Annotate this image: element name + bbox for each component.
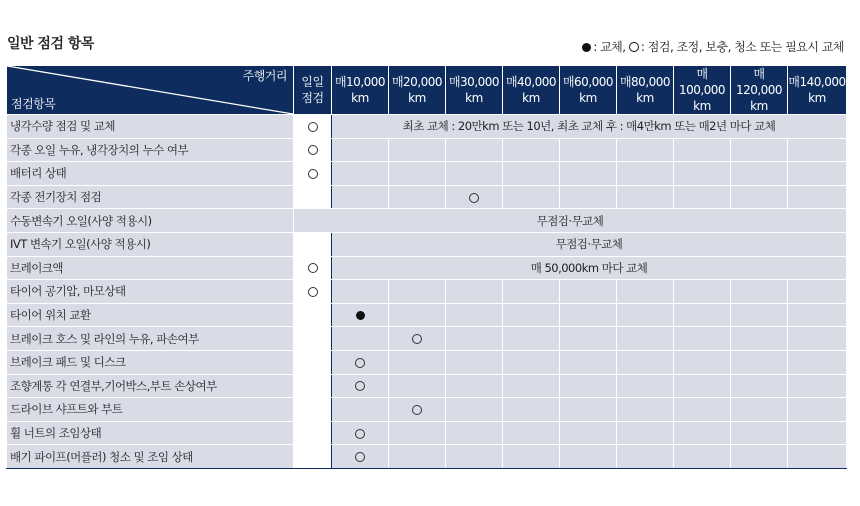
table-row xyxy=(7,185,847,209)
interval-cell xyxy=(788,350,847,374)
item-name: 수동변속기 오일(사양 적용시) xyxy=(7,209,294,233)
interval-cell xyxy=(446,398,503,422)
interval-cell xyxy=(560,398,617,422)
interval-cell xyxy=(731,374,788,398)
item-name: 배기 파이프(머플러) 청소 및 조임 상태 xyxy=(7,445,294,469)
interval-cell xyxy=(332,374,389,398)
interval-header: 매20,000 km xyxy=(389,66,446,115)
interval-cell xyxy=(503,138,560,162)
interval-cell xyxy=(503,162,560,186)
open-circle-icon xyxy=(412,334,422,344)
interval-header: 매10,000 km xyxy=(332,66,389,115)
table-row xyxy=(7,303,847,327)
interval-cell xyxy=(674,350,731,374)
page-title: 일반 점검 항목 xyxy=(7,36,94,52)
interval-cell xyxy=(731,303,788,327)
item-name: 각종 오일 누유, 냉각장치의 누수 여부 xyxy=(7,138,294,162)
interval-cell xyxy=(560,185,617,209)
daily-cell xyxy=(294,303,332,327)
interval-cell xyxy=(503,350,560,374)
interval-cell xyxy=(617,138,674,162)
open-circle-icon xyxy=(629,42,639,52)
interval-cell xyxy=(731,327,788,351)
interval-cell xyxy=(788,185,847,209)
interval-cell xyxy=(617,374,674,398)
table-row xyxy=(7,327,847,351)
span-note: 무점검·무교체 xyxy=(294,209,847,233)
interval-cell xyxy=(332,350,389,374)
interval-cell xyxy=(446,185,503,209)
interval-cell xyxy=(389,398,446,422)
interval-cell xyxy=(560,280,617,304)
daily-cell xyxy=(294,421,332,445)
interval-cell xyxy=(731,445,788,469)
item-label: 점검항목 xyxy=(11,97,56,111)
interval-cell xyxy=(788,303,847,327)
table-row xyxy=(7,256,847,280)
item-name: 타이어 공기압, 마모상태 xyxy=(7,280,294,304)
interval-cell xyxy=(560,350,617,374)
table-row xyxy=(7,115,847,139)
interval-cell xyxy=(560,162,617,186)
open-circle-icon xyxy=(355,452,365,462)
item-name: 타이어 위치 교환 xyxy=(7,303,294,327)
table-row xyxy=(7,421,847,445)
interval-cell xyxy=(332,138,389,162)
interval-cell xyxy=(731,138,788,162)
daily-cell xyxy=(294,374,332,398)
interval-cell xyxy=(731,350,788,374)
interval-cell xyxy=(560,421,617,445)
interval-cell xyxy=(731,185,788,209)
interval-cell xyxy=(674,445,731,469)
interval-cell xyxy=(788,421,847,445)
filled-circle-icon xyxy=(582,43,591,52)
interval-cell xyxy=(617,303,674,327)
daily-cell xyxy=(294,280,332,304)
interval-cell xyxy=(503,445,560,469)
item-name: 브레이크액 xyxy=(7,256,294,280)
interval-cell xyxy=(446,280,503,304)
span-note: 무점검·무교체 xyxy=(332,232,847,256)
interval-cell xyxy=(389,445,446,469)
interval-cell xyxy=(617,350,674,374)
item-name: 휠 너트의 조임상태 xyxy=(7,421,294,445)
table-row xyxy=(7,398,847,422)
interval-cell xyxy=(788,327,847,351)
interval-cell xyxy=(446,162,503,186)
filled-circle-icon xyxy=(356,311,365,320)
interval-cell xyxy=(389,350,446,374)
interval-cell xyxy=(446,445,503,469)
interval-cell xyxy=(617,280,674,304)
interval-cell xyxy=(332,280,389,304)
table-row xyxy=(7,445,847,469)
interval-cell xyxy=(560,374,617,398)
open-circle-icon xyxy=(308,263,318,273)
interval-cell xyxy=(674,421,731,445)
table-row xyxy=(7,350,847,374)
interval-cell xyxy=(389,421,446,445)
interval-cell xyxy=(731,280,788,304)
interval-cell xyxy=(389,327,446,351)
interval-cell xyxy=(332,185,389,209)
open-circle-icon xyxy=(355,381,365,391)
open-circle-icon xyxy=(308,122,318,132)
legend xyxy=(582,38,844,55)
item-name: 냉각수량 점검 및 교체 xyxy=(7,115,294,139)
open-circle-icon xyxy=(355,358,365,368)
interval-cell xyxy=(503,374,560,398)
interval-cell xyxy=(788,162,847,186)
interval-cell xyxy=(332,398,389,422)
interval-cell xyxy=(731,162,788,186)
interval-cell xyxy=(332,421,389,445)
interval-cell xyxy=(731,398,788,422)
interval-cell xyxy=(389,185,446,209)
interval-cell xyxy=(674,398,731,422)
table-row xyxy=(7,280,847,304)
interval-cell xyxy=(617,398,674,422)
interval-cell xyxy=(617,185,674,209)
interval-cell xyxy=(617,162,674,186)
legend-open-label: : 점검, 조정, 보충, 청소 또는 필요시 교체 xyxy=(640,40,844,54)
daily-cell xyxy=(294,256,332,280)
span-note: 최초 교체 : 20만km 또는 10년, 최초 교체 후 : 매4만km 또는 매2년 마다 교체 xyxy=(332,115,847,139)
item-name: IVT 변속기 오일(사양 적용시) xyxy=(7,232,294,256)
daily-cell xyxy=(294,350,332,374)
interval-cell xyxy=(788,138,847,162)
interval-cell xyxy=(560,445,617,469)
item-name: 브레이크 패드 및 디스크 xyxy=(7,350,294,374)
open-circle-icon xyxy=(469,193,479,203)
legend-filled-label: : 교체, xyxy=(593,40,626,54)
interval-header: 매140,000 km xyxy=(788,66,847,115)
interval-cell xyxy=(389,280,446,304)
interval-cell xyxy=(332,303,389,327)
interval-header: 매60,000 km xyxy=(560,66,617,115)
item-name: 드라이브 샤프트와 부트 xyxy=(7,398,294,422)
interval-header: 매40,000 km xyxy=(503,66,560,115)
interval-cell xyxy=(617,445,674,469)
interval-cell xyxy=(731,421,788,445)
interval-cell xyxy=(446,374,503,398)
interval-cell xyxy=(503,303,560,327)
interval-cell xyxy=(446,350,503,374)
interval-cell xyxy=(446,327,503,351)
interval-cell xyxy=(674,185,731,209)
interval-cell xyxy=(446,421,503,445)
interval-cell xyxy=(389,162,446,186)
interval-cell xyxy=(503,280,560,304)
open-circle-icon xyxy=(355,429,365,439)
interval-cell xyxy=(560,138,617,162)
daily-cell xyxy=(294,398,332,422)
interval-cell xyxy=(617,327,674,351)
item-name: 조향계통 각 연결부,기어박스,부트 손상여부 xyxy=(7,374,294,398)
table-row xyxy=(7,162,847,186)
interval-cell xyxy=(674,162,731,186)
inspection-table xyxy=(6,65,847,469)
interval-cell xyxy=(788,398,847,422)
interval-cell xyxy=(332,445,389,469)
interval-cell xyxy=(389,374,446,398)
interval-cell xyxy=(503,398,560,422)
interval-cell xyxy=(674,327,731,351)
interval-cell xyxy=(788,445,847,469)
interval-cell xyxy=(446,138,503,162)
interval-cell xyxy=(332,327,389,351)
open-circle-icon xyxy=(308,169,318,179)
daily-cell xyxy=(294,445,332,469)
interval-cell xyxy=(674,138,731,162)
interval-cell xyxy=(389,303,446,327)
open-circle-icon xyxy=(412,405,422,415)
interval-header: 매100,000 km xyxy=(674,66,731,115)
interval-cell xyxy=(560,303,617,327)
interval-header: 매30,000 km xyxy=(446,66,503,115)
table-row xyxy=(7,138,847,162)
distance-label: 주행거리 xyxy=(242,69,287,83)
daily-cell xyxy=(294,115,332,139)
interval-cell xyxy=(674,280,731,304)
daily-cell xyxy=(294,138,332,162)
interval-cell xyxy=(560,327,617,351)
daily-cell xyxy=(294,185,332,209)
interval-cell xyxy=(617,421,674,445)
interval-header: 매120,000 km xyxy=(731,66,788,115)
open-circle-icon xyxy=(308,287,318,297)
open-circle-icon xyxy=(308,145,318,155)
interval-cell xyxy=(674,303,731,327)
interval-header: 매80,000 km xyxy=(617,66,674,115)
table-header xyxy=(7,66,847,115)
corner-header xyxy=(7,66,294,115)
table-row xyxy=(7,232,847,256)
table-row xyxy=(7,209,847,233)
interval-cell xyxy=(788,374,847,398)
table-body xyxy=(7,115,847,469)
interval-cell xyxy=(503,185,560,209)
item-name: 배터리 상태 xyxy=(7,162,294,186)
daily-header: 일일 점검 xyxy=(294,66,332,115)
span-note: 매 50,000km 마다 교체 xyxy=(332,256,847,280)
interval-cell xyxy=(503,421,560,445)
item-name: 브레이크 호스 및 라인의 누유, 파손여부 xyxy=(7,327,294,351)
item-name: 각종 전기장치 점검 xyxy=(7,185,294,209)
interval-cell xyxy=(503,327,560,351)
interval-cell xyxy=(332,162,389,186)
interval-cell xyxy=(788,280,847,304)
daily-cell xyxy=(294,232,332,256)
daily-cell xyxy=(294,162,332,186)
daily-cell xyxy=(294,327,332,351)
interval-cell xyxy=(389,138,446,162)
interval-cell xyxy=(674,374,731,398)
table-row xyxy=(7,374,847,398)
interval-cell xyxy=(446,303,503,327)
